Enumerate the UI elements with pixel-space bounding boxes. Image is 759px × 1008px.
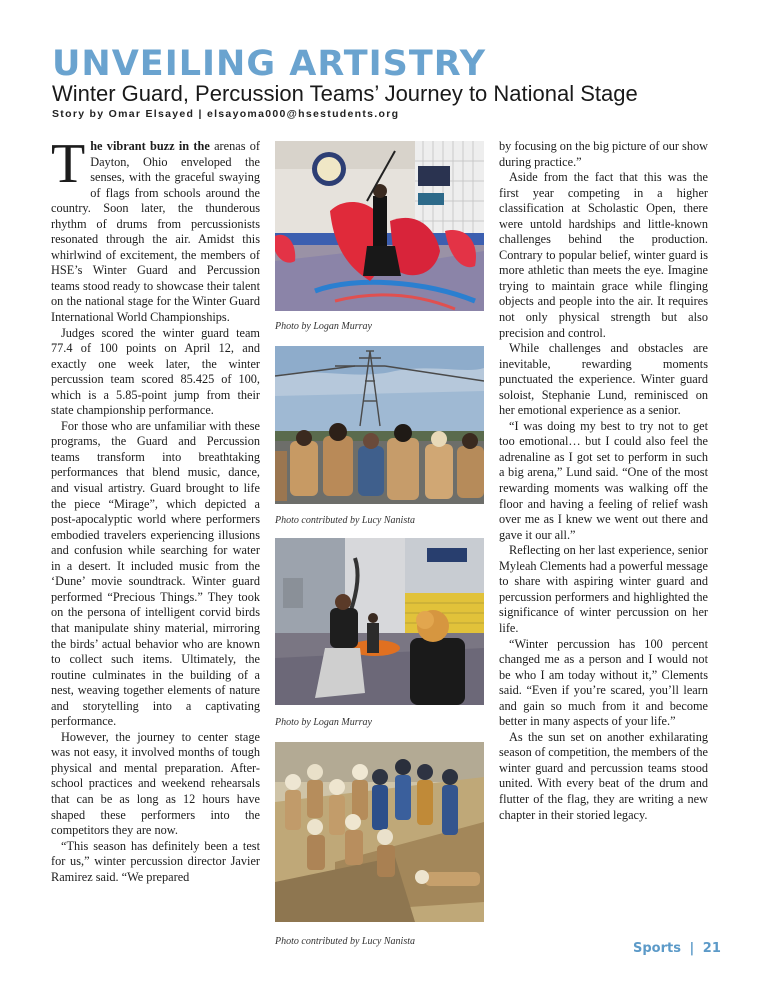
body-paragraph: Aside from the fact that this was the first year competing in a higher classification at Scholastic Open, there were untold hardships and little-known challenges behind the production. Contrary to popular belief, winter guard is more athletic than meets the eye. Imagine trying to maintain grace while flinging objects and people into the air. It requires not only physical strength but also precision and control. xyxy=(499,170,708,340)
article-byline: Story by Omar Elsayed | elsayoma000@hsestudents.org xyxy=(52,108,400,120)
body-paragraph: “This season has definitely been a test for us,” winter percussion director Javier Ramirez said. “We prepared xyxy=(51,838,260,884)
body-paragraph: As the sun set on another exhilarating season of competition, the members of the winter guard and percussion teams stood united. With every beat of the drum and flutter of the flag, they are writing a new chapter in their storied legacy. xyxy=(499,729,708,822)
lead-paragraph xyxy=(51,133,261,326)
photo-caption: Photo by Logan Murray xyxy=(275,321,372,332)
lead-bold-text: he vibrant buzz in the xyxy=(90,139,210,153)
body-paragraph: For those who are unfamiliar with these programs, the Guard and Percussion teams transform into breathtaking performances that blend music, dance, and visual artistry. Guard brought to life the piece “Mirage”, which depicted a post-apocalyptic world where performers embodied travelers experiencing illusions and confusion while searching for water in a desert. It included music from the ‘Dune’ movie soundtrack. Winter guard performed “Precious Things.” They took on the persona of intelligent corvid birds that manipulate shiny material, mirroring the birds’ actual behavior who are known to collect such items. Ultimately, the routine culminates in the building of a nest, weaving together elements of nature and storytelling into a captivating performance. xyxy=(51,418,260,729)
photo-caption: Photo contributed by Lucy Nanista xyxy=(275,936,415,947)
article-subtitle: Winter Guard, Percussion Teams’ Journey to National Stage xyxy=(52,81,638,106)
body-paragraph: “I was doing my best to try not to get too emotional… but I could also feel the adrenaline as I got set to perform in such a big arena,” Lund said. “One of the most rewarding moments was walking off the floor and having a feeling of relief wash over me as I knew we went out there and gave it our all.” xyxy=(499,418,708,542)
page-footer xyxy=(633,941,721,956)
photo-guard-performance xyxy=(275,141,484,311)
photo-caption: Photo by Logan Murray xyxy=(275,717,372,728)
right-text-column xyxy=(499,139,708,823)
lead-body-text: arenas of Dayton, Ohio enveloped the senses, with the graceful swaying of flags from schools around the country. Soon later, the thunderous rhythm of drums from percussionists resonated through the air. Amidst this whirlwind of excitement, the members of HSE’s Winter Guard and Percussion teams stood ready to showcase their talent on the national stage for the Winter Guard International World Championships. xyxy=(51,139,261,325)
drop-cap: T xyxy=(51,133,86,195)
left-text-column xyxy=(51,133,261,885)
body-paragraph: Reflecting on her last experience, senior Myleah Clements had a powerful message to share with aspiring winter guard and percussion performers and highlighted the significance of winter percussion on her life. xyxy=(499,543,708,635)
photo-costumed-performers xyxy=(275,742,484,922)
photo-rehearsal-gym xyxy=(275,538,484,705)
photo-team-outdoors xyxy=(275,346,484,504)
body-paragraph: Judges scored the winter guard team 77.4 of 100 points on April 12, and exactly one week later, the winter percussion team scored 85.425 of 100, which is a 5.85-point jump from their state championship performance. xyxy=(51,325,260,418)
footer-separator: | xyxy=(689,941,695,956)
body-paragraph: However, the journey to center stage was not easy, it involved months of tough physical and mental preparation. After-school practices and weekend rehearsals that can be as long as 12 hours have shaped these performers into the competitors they are now. xyxy=(51,729,260,838)
body-paragraph: While challenges and obstacles are inevitable, rewarding moments punctuated the experience. Winter guard soloist, Stephanie Lund, reminisced on her emotional experience as a senior. xyxy=(499,341,708,418)
body-paragraph: by focusing on the big picture of our show during practice.” xyxy=(499,139,709,169)
page-number: 21 xyxy=(702,941,721,956)
photo-caption: Photo contributed by Lucy Nanista xyxy=(275,515,415,526)
article-title: UNVEILING ARTISTRY xyxy=(52,44,487,84)
body-paragraph: “Winter percussion has 100 percent changed me as a person and I would not be who I am today without it,” Clements said. “Even if you’re scared, you’ll learn and gain so much from it and become better in many aspects of your life.” xyxy=(499,636,708,729)
section-name: Sports xyxy=(633,941,681,956)
